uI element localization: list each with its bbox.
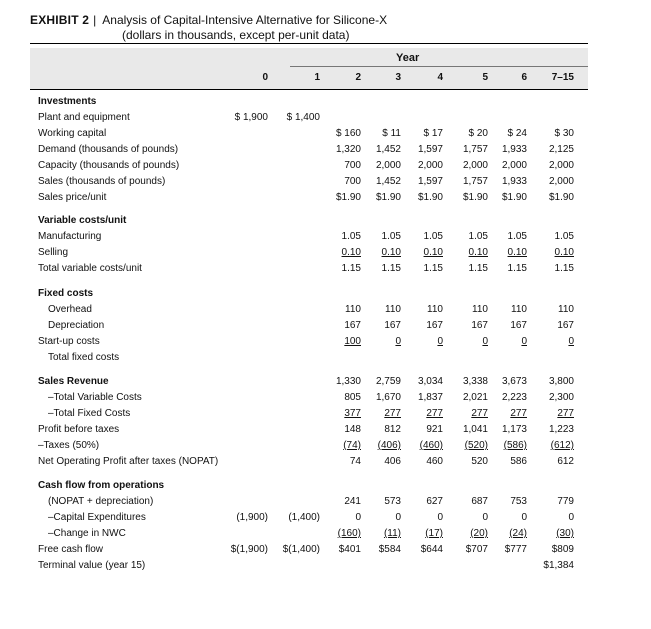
table-cell: (11) (383, 528, 401, 539)
table-cell: 460 (426, 456, 443, 467)
table-cell: 110 (511, 304, 527, 315)
table-cell: $1.90 (462, 192, 488, 203)
row-label: Sales Revenue (38, 376, 109, 387)
exhibit-label: EXHIBIT 2 (30, 13, 90, 27)
table-cell: 1.15 (468, 263, 488, 274)
row-label: Demand (thousands of pounds) (38, 144, 179, 155)
table-cell: 1.05 (468, 231, 488, 242)
table-cell: $777 (504, 544, 527, 555)
row-label: Plant and equipment (38, 112, 130, 123)
row-label: Total variable costs/unit (38, 263, 142, 274)
row-label: (NOPAT + depreciation) (48, 496, 154, 507)
table-cell: 1,757 (462, 176, 488, 187)
table-cell: 1,837 (417, 392, 443, 403)
table-cell: 0.10 (341, 247, 361, 258)
column-header-5: 5 (482, 72, 488, 83)
table-cell: $ 24 (507, 128, 527, 139)
table-cell: $1.90 (335, 192, 361, 203)
exhibit-title: Analysis of Capital-Intensive Alternative for Silicone-X (102, 13, 388, 27)
table-cell: 0.10 (423, 247, 443, 258)
table-cell: 1.05 (341, 231, 361, 242)
table-cell: 0.10 (554, 247, 574, 258)
table-cell: 0 (395, 512, 401, 523)
row-label: Working capital (38, 128, 107, 139)
table-cell: (460) (419, 440, 443, 451)
table-cell: 1,933 (501, 176, 527, 187)
row-label: Sales price/unit (38, 192, 107, 203)
table-cell: 2,000 (548, 176, 574, 187)
table-cell: 110 (427, 304, 443, 315)
row-label: –Taxes (50%) (38, 440, 100, 451)
table-cell: 1,173 (501, 424, 527, 435)
table-cell: 110 (472, 304, 488, 315)
table-cell: (1,400) (288, 512, 320, 523)
table-cell: 2,000 (548, 160, 574, 171)
table-cell: $(1,900) (230, 544, 268, 555)
table-cell: 2,000 (462, 160, 488, 171)
table-cell: 1.15 (381, 263, 401, 274)
table-cell: 0.10 (381, 247, 401, 258)
column-header-0: 0 (262, 72, 268, 83)
table-cell: 1,320 (335, 144, 361, 155)
table-cell: 1.05 (507, 231, 527, 242)
table-cell: 700 (344, 160, 361, 171)
table-cell: $1,384 (543, 560, 574, 571)
row-label: –Total Variable Costs (48, 392, 142, 403)
table-cell: $1.90 (501, 192, 527, 203)
table-cell: 377 (344, 408, 361, 419)
table-cell: (17) (425, 528, 443, 539)
table-cell: $ 1,400 (286, 112, 320, 123)
table-cell: 167 (384, 320, 401, 331)
table-cell: 2,759 (375, 376, 401, 387)
table-cell: 167 (471, 320, 488, 331)
table-cell: 1.15 (341, 263, 361, 274)
table-cell: 3,034 (417, 376, 443, 387)
row-label: –Change in NWC (48, 528, 126, 539)
table-cell: 167 (344, 320, 361, 331)
column-header-2: 2 (355, 72, 361, 83)
table-cell: 0 (568, 336, 574, 347)
table-cell: 277 (557, 408, 574, 419)
table-cell: 277 (426, 408, 443, 419)
row-label: Cash flow from operations (38, 480, 165, 491)
table-cell: 612 (557, 456, 574, 467)
table-cell: 110 (345, 304, 361, 315)
table-cell: 1.05 (423, 231, 443, 242)
table-cell: 1,452 (375, 176, 401, 187)
table-cell: 110 (385, 304, 401, 315)
exhibit-header (30, 13, 630, 43)
column-header-3: 3 (395, 72, 401, 83)
table-cell: 2,223 (501, 392, 527, 403)
table-cell: 1,933 (501, 144, 527, 155)
table-cell: 148 (344, 424, 361, 435)
exhibit-separator: | (93, 13, 97, 27)
row-label: Investments (38, 96, 97, 107)
table-cell: 100 (344, 336, 361, 347)
table-cell: 1,670 (375, 392, 401, 403)
table-cell: 277 (471, 408, 488, 419)
table-cell: 3,673 (501, 376, 527, 387)
table-cell: 1.15 (423, 263, 443, 274)
row-label: –Total Fixed Costs (48, 408, 131, 419)
table-cell: 277 (510, 408, 527, 419)
table-cell: 0 (482, 512, 488, 523)
table-cell: (520) (464, 440, 488, 451)
table-cell: 0 (437, 512, 443, 523)
table-cell: 753 (510, 496, 527, 507)
table-cell: 167 (426, 320, 443, 331)
table-cell: 2,000 (417, 160, 443, 171)
table-cell: $707 (465, 544, 488, 555)
table-cell: 110 (558, 304, 574, 315)
row-label: Capacity (thousands of pounds) (38, 160, 180, 171)
table-cell: 1.15 (507, 263, 527, 274)
column-header-7: 7–15 (551, 72, 574, 83)
table-cell: 0 (395, 336, 401, 347)
table-cell: 1,452 (375, 144, 401, 155)
column-header-4: 4 (437, 72, 443, 83)
table-cell: 3,800 (548, 376, 574, 387)
table-cell: 0.10 (468, 247, 488, 258)
table-cell: 1,597 (417, 144, 443, 155)
table-cell: 1,330 (335, 376, 361, 387)
table-cell: 406 (384, 456, 401, 467)
table-cell: $ 160 (335, 128, 361, 139)
table-cell: 627 (426, 496, 443, 507)
table-cell: 805 (344, 392, 361, 403)
table-cell: $809 (551, 544, 574, 555)
row-label: Free cash flow (38, 544, 104, 555)
table-cell: 0 (355, 512, 361, 523)
table-cell: 0 (568, 512, 574, 523)
table-cell: 1.05 (381, 231, 401, 242)
row-label: Fixed costs (38, 288, 94, 299)
table-cell: 2,125 (548, 144, 574, 155)
table-cell: (406) (377, 440, 401, 451)
row-label: Profit before taxes (38, 424, 120, 435)
table-cell: 2,021 (462, 392, 488, 403)
table-cell: 573 (384, 496, 401, 507)
table-cell: 1,757 (462, 144, 488, 155)
table-cell: 2,300 (548, 392, 574, 403)
year-label: Year (396, 52, 420, 64)
table-cell: 1.05 (554, 231, 574, 242)
table-cell: 167 (557, 320, 574, 331)
table-cell: 812 (384, 424, 401, 435)
row-label: Depreciation (48, 320, 105, 331)
table-cell: 2,000 (375, 160, 401, 171)
table-cell: 687 (471, 496, 488, 507)
table-cell: 0 (521, 336, 527, 347)
table-cell: 0 (482, 336, 488, 347)
row-label: Overhead (48, 304, 92, 315)
table-cell: $401 (338, 544, 361, 555)
table-cell: 3,338 (462, 376, 488, 387)
table-cell: 1,223 (548, 424, 574, 435)
table-cell: $1.90 (548, 192, 574, 203)
table-cell: 1,041 (462, 424, 488, 435)
table-cell: $(1,400) (282, 544, 320, 555)
table-cell: 700 (344, 176, 361, 187)
row-label: Start-up costs (38, 336, 100, 347)
table-cell: $ 30 (554, 128, 574, 139)
table-cell: $ 20 (468, 128, 488, 139)
table-cell: 167 (510, 320, 527, 331)
table-cell: 520 (471, 456, 488, 467)
column-header-1: 1 (314, 72, 320, 83)
table-cell: (586) (503, 440, 527, 451)
table-cell: 1,597 (417, 176, 443, 187)
table-cell: 0.10 (507, 247, 527, 258)
table-cell: 2,000 (501, 160, 527, 171)
table-cell: (1,900) (236, 512, 268, 523)
column-header-6: 6 (521, 72, 527, 83)
table-cell: (30) (556, 528, 574, 539)
row-label: Total fixed costs (48, 352, 120, 363)
year-rule (290, 66, 588, 67)
table-cell: 1.15 (554, 263, 574, 274)
table-cell: (24) (509, 528, 527, 539)
table-cell: (612) (550, 440, 574, 451)
row-label: Variable costs/unit (38, 215, 127, 226)
table-cell: 779 (557, 496, 574, 507)
table-cell: 586 (510, 456, 527, 467)
table-cell: 74 (349, 456, 361, 467)
row-label: Terminal value (year 15) (38, 560, 146, 571)
table-cell: (74) (343, 440, 361, 451)
row-label: Manufacturing (38, 231, 102, 242)
row-label: Sales (thousands of pounds) (38, 176, 166, 187)
row-label: –Capital Expenditures (48, 512, 146, 523)
row-label: Selling (38, 247, 69, 258)
table-cell: $ 17 (423, 128, 443, 139)
exhibit-title-line (30, 13, 630, 28)
table-cell: (20) (470, 528, 488, 539)
table-cell: $ 1,900 (234, 112, 268, 123)
table-cell: $644 (420, 544, 443, 555)
top-rule (30, 43, 588, 44)
table-cell: 921 (426, 424, 443, 435)
table-cell: $1.90 (375, 192, 401, 203)
exhibit-subtitle: (dollars in thousands, except per-unit data) (122, 28, 350, 42)
row-label: Net Operating Profit after taxes (NOPAT) (38, 456, 219, 467)
table-cell: $584 (378, 544, 401, 555)
table-cell: 0 (521, 512, 527, 523)
table-cell: 0 (437, 336, 443, 347)
table-cell: $ 11 (382, 128, 401, 139)
table-cell: 241 (344, 496, 361, 507)
table-cell: $1.90 (417, 192, 443, 203)
header-rule (30, 89, 588, 90)
table-cell: (160) (337, 528, 361, 539)
table-cell: 277 (384, 408, 401, 419)
